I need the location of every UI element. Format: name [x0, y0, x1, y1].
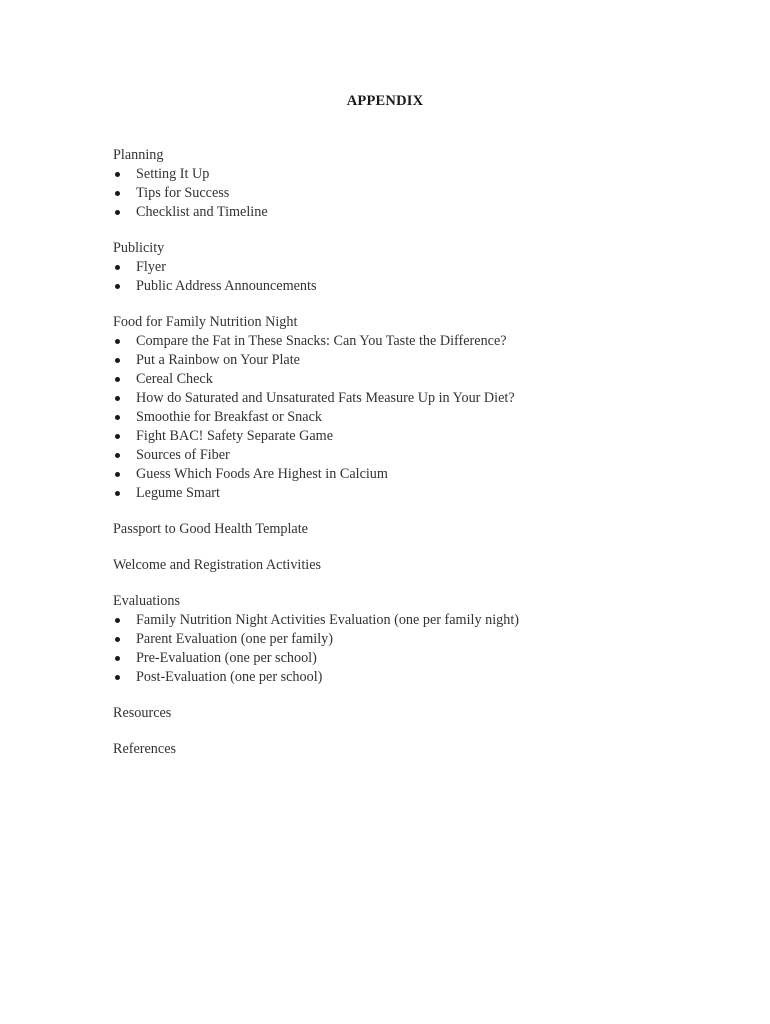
bullet-list	[113, 332, 713, 503]
bullet-list	[113, 258, 713, 296]
list-item	[113, 668, 713, 687]
bullet-icon	[115, 637, 120, 642]
appendix-section	[113, 239, 713, 296]
list-item	[113, 611, 713, 630]
list-item-text: Sources of Fiber	[136, 447, 230, 463]
list-item	[113, 203, 713, 222]
appendix-section	[113, 592, 713, 687]
bullet-icon	[115, 491, 120, 496]
section-heading: References	[113, 741, 177, 757]
list-item-text: Legume Smart	[136, 485, 220, 501]
bullet-list	[113, 165, 713, 222]
list-item-text: Flyer	[136, 259, 166, 275]
list-item-text: Smoothie for Breakfast or Snack	[136, 409, 322, 425]
appendix-contents	[113, 146, 713, 776]
list-item	[113, 630, 713, 649]
bullet-icon	[115, 472, 120, 477]
appendix-section	[113, 740, 713, 759]
section-heading: Planning	[113, 147, 164, 163]
bullet-icon	[115, 265, 120, 270]
section-heading: Food for Family Nutrition Night	[113, 314, 298, 330]
list-item-text: Public Address Announcements	[136, 278, 317, 294]
page-title: APPENDIX	[346, 93, 424, 109]
appendix-section	[113, 704, 713, 723]
appendix-section	[113, 146, 713, 222]
list-item	[113, 370, 713, 389]
list-item-text: Fight BAC! Safety Separate Game	[136, 428, 334, 444]
list-item-text: Compare the Fat in These Snacks: Can You Taste the Difference?	[136, 333, 507, 349]
list-item-text: Setting It Up	[136, 166, 210, 182]
list-item-text: Parent Evaluation (one per family)	[136, 631, 333, 647]
list-item	[113, 427, 713, 446]
list-item	[113, 465, 713, 484]
bullet-icon	[115, 210, 120, 215]
bullet-icon	[115, 284, 120, 289]
list-item	[113, 408, 713, 427]
bullet-icon	[115, 191, 120, 196]
bullet-icon	[115, 453, 120, 458]
section-heading: Welcome and Registration Activities	[113, 557, 322, 573]
list-item	[113, 165, 713, 184]
list-item-text: Pre-Evaluation (one per school)	[136, 650, 317, 666]
list-item	[113, 184, 713, 203]
list-item-text: Checklist and Timeline	[136, 204, 268, 220]
list-item	[113, 332, 713, 351]
list-item	[113, 351, 713, 370]
section-heading: Evaluations	[113, 593, 180, 609]
list-item	[113, 484, 713, 503]
bullet-icon	[115, 377, 120, 382]
list-item-text: Post-Evaluation (one per school)	[136, 669, 323, 685]
list-item	[113, 446, 713, 465]
appendix-section	[113, 556, 713, 575]
bullet-icon	[115, 339, 120, 344]
list-item-text: Put a Rainbow on Your Plate	[136, 352, 300, 368]
list-item	[113, 649, 713, 668]
bullet-list	[113, 611, 713, 687]
appendix-section	[113, 520, 713, 539]
bullet-icon	[115, 656, 120, 661]
list-item	[113, 389, 713, 408]
list-item	[113, 277, 713, 296]
bullet-icon	[115, 172, 120, 177]
appendix-section	[113, 313, 713, 503]
list-item-text: Family Nutrition Night Activities Evaluation (one per family night)	[136, 612, 519, 628]
list-item-text: Guess Which Foods Are Highest in Calcium	[136, 466, 388, 482]
bullet-icon	[115, 675, 120, 680]
bullet-icon	[115, 358, 120, 363]
bullet-icon	[115, 415, 120, 420]
list-item	[113, 258, 713, 277]
section-heading: Passport to Good Health Template	[113, 521, 308, 537]
section-heading: Resources	[113, 705, 172, 721]
bullet-icon	[115, 396, 120, 401]
bullet-icon	[115, 434, 120, 439]
list-item-text: Cereal Check	[136, 371, 213, 387]
bullet-icon	[115, 618, 120, 623]
list-item-text: How do Saturated and Unsaturated Fats Measure Up in Your Diet?	[136, 390, 515, 406]
list-item-text: Tips for Success	[136, 185, 230, 201]
section-heading: Publicity	[113, 240, 165, 256]
